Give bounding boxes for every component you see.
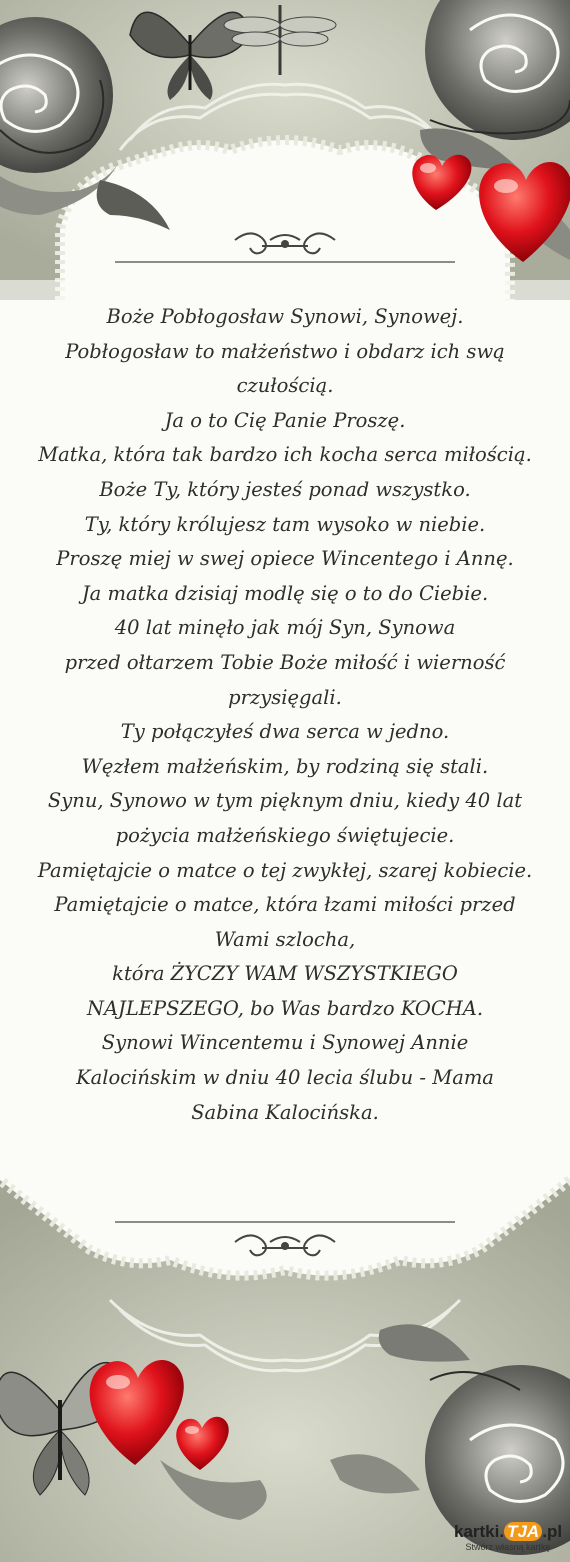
- poem-text: [20, 300, 550, 1130]
- logo-brand: [454, 1522, 562, 1542]
- poem-line: Ty połączyłeś dwa serca w jedno.: [120, 720, 450, 744]
- poem-line: pożycia małżeńskiego świętujecie.: [115, 823, 455, 847]
- poem-line: Ja matka dzisiaj modlę się o to do Ciebie.: [81, 581, 489, 605]
- logo-mid: TJA: [504, 1522, 542, 1541]
- poem-line: przed ołtarzem Tobie Boże miłość i wierność: [64, 650, 506, 674]
- poem-line: Pamiętajcie o matce o tej zwykłej, szarej kobiecie.: [37, 858, 533, 882]
- poem-line: Wami szlocha,: [214, 927, 356, 951]
- poem-line: która ŻYCZY WAM WSZYSTKIEGO: [112, 962, 458, 986]
- poem-line: Pamiętajcie o matce, która łzami miłości przed: [54, 893, 516, 917]
- poem-line: Ja o to Cię Panie Proszę.: [164, 408, 406, 432]
- poem-line: Kalocińskim w dniu 40 lecia ślubu - Mama: [76, 1066, 494, 1090]
- poem-line: 40 lat minęło jak mój Syn, Synowa: [114, 616, 456, 640]
- logo-suffix: .pl: [542, 1522, 563, 1541]
- poem-line: Pobłogosław to małżeństwo i obdarz ich swą: [65, 339, 505, 363]
- poem-line: Synu, Synowo w tym pięknym dniu, kiedy 40 lat: [47, 789, 523, 813]
- poem-line: Sabina Kalocińska.: [191, 1100, 379, 1124]
- logo-prefix: kartki.: [454, 1522, 505, 1541]
- poem-line: NAJLEPSZEGO, bo Was bardzo KOCHA.: [86, 996, 484, 1020]
- poem-line: Matka, która tak bardzo ich kocha serca miłością.: [38, 443, 532, 467]
- top-decoration: [0, 0, 570, 300]
- bottom-decoration: [0, 1160, 570, 1562]
- poem-line: przysięgali.: [228, 685, 342, 709]
- poem-line: Boże Pobłogosław Synowi, Synowej.: [106, 305, 464, 328]
- poem-line: Węzłem małżeńskim, by rodziną się stali.: [81, 754, 489, 778]
- poem-line: Proszę miej w swej opiece Wincentego i Annę.: [56, 547, 514, 571]
- poem-line: Ty, który królujesz tam wysoko w niebie.: [84, 512, 486, 536]
- logo-tagline: Stwórz własną kartkę: [465, 1542, 551, 1552]
- site-logo[interactable]: [454, 1522, 562, 1552]
- poem-line: Boże Ty, który jesteś ponad wszystko.: [99, 477, 471, 501]
- poem-line: Synowi Wincentemu i Synowej Annie: [101, 1031, 469, 1055]
- poem-line: czułością.: [236, 374, 334, 398]
